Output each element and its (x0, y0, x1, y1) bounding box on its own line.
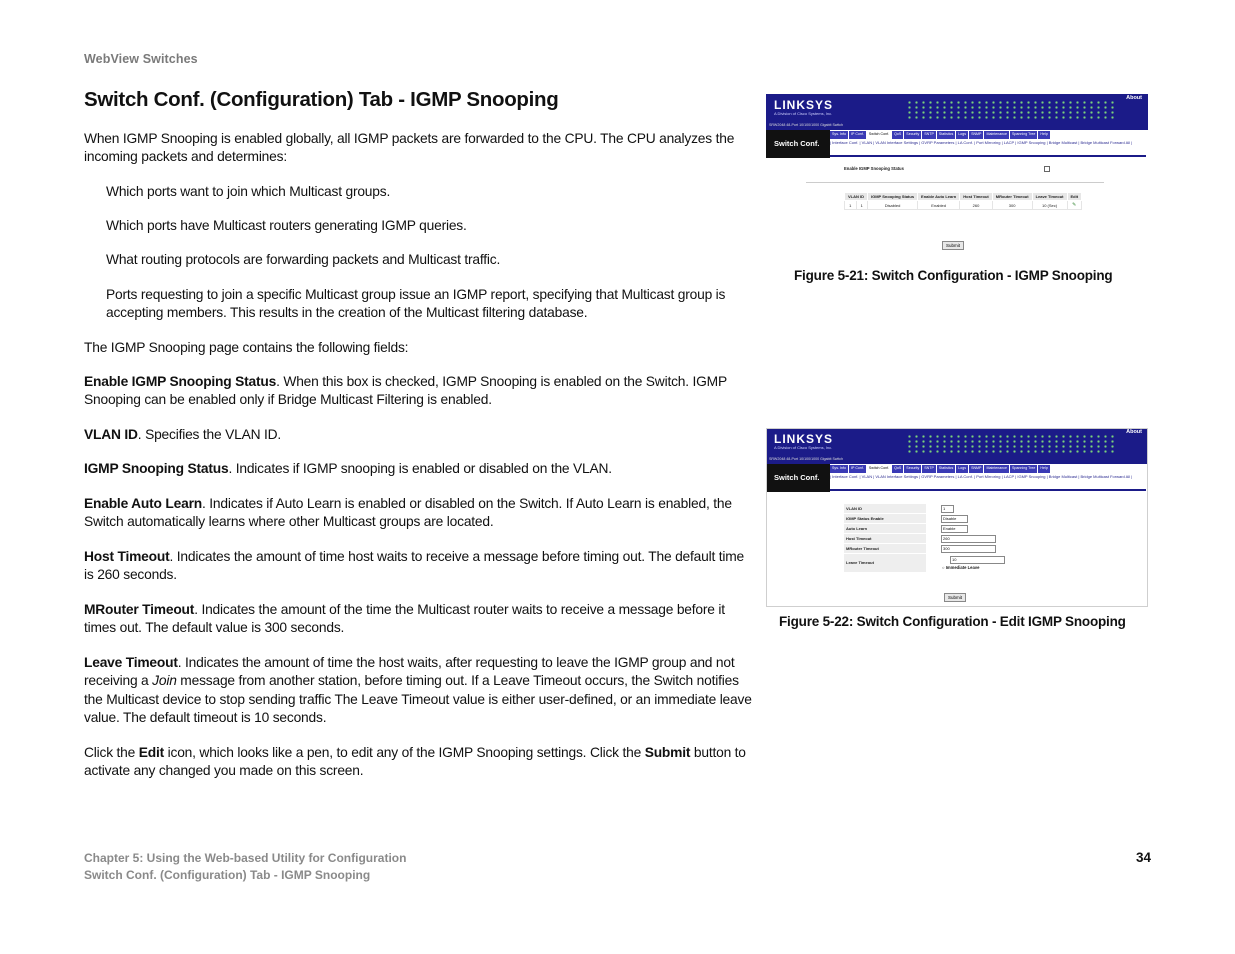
list-item: Which ports want to join which Multicast groups. (106, 184, 391, 199)
field-term: Leave Timeout (84, 655, 178, 670)
sub-navigation[interactable]: | Interface Conf. | VLAN | VLAN Interface Settings | GVRP Parameters | LA Conf. | Port Mirroring | LACP | IGMP Snooping | Bridge Multicast | Bridge Multicast Forward All | (830, 474, 1133, 479)
tab-switch-conf[interactable]: Switch Conf. (867, 465, 891, 473)
tab-logs[interactable]: Logs (956, 131, 968, 139)
tab-sntp[interactable]: SNTP (922, 465, 936, 473)
field-description (84, 460, 756, 478)
tab-security[interactable]: Security (904, 465, 921, 473)
closing-text: icon, which looks like a pen, to edit any of the IGMP Snooping settings. Click the (164, 745, 645, 760)
field-label: Host Timeout (844, 534, 926, 543)
table-cell: Disabled (868, 201, 918, 210)
tab-snmp[interactable]: SNMP (969, 465, 983, 473)
field-label: IGMP Status Enable (844, 514, 926, 523)
tab-statistics[interactable]: Statistics (937, 465, 955, 473)
field-term: Host Timeout (84, 549, 170, 564)
column-header: VLAN ID (845, 193, 868, 201)
field-description (84, 548, 756, 585)
page-title: Switch Conf. (Configuration) Tab - IGMP Snooping (84, 88, 559, 111)
table-cell: 1 (856, 201, 868, 210)
closing-text: Click the (84, 745, 139, 760)
field-term: MRouter Timeout (84, 602, 195, 617)
section-label: Switch Conf. (774, 473, 820, 482)
edit-term: Edit (138, 745, 165, 760)
edit-cell[interactable] (1067, 201, 1082, 210)
figure-caption: Figure 5-21: Switch Configuration - IGMP Snooping (794, 268, 1113, 283)
igmp-status-select[interactable]: Disable (941, 515, 968, 523)
logo-subtitle: A Division of Cisco Systems, Inc. (774, 111, 833, 116)
field-desc: . Specifies the VLAN ID. (137, 427, 281, 442)
field-desc: . When this box is checked, IGMP Snooping is enabled on the Switch. IGMP Snooping can be enabled only if Bridge Multicast Filtering is enabled. (84, 374, 727, 408)
enable-igmp-label: Enable IGMP Snooping Status (844, 166, 904, 171)
tab-qos[interactable]: QoS (892, 131, 903, 139)
immediate-leave-label: Immediate Leave (945, 565, 980, 570)
field-description (84, 426, 756, 444)
running-header: WebView Switches (84, 52, 198, 66)
linksys-logo: LINKSYS (774, 98, 834, 112)
device-name: SRW2048 48-Port 10/100/1000 Gigabit Switch (769, 123, 844, 127)
field-description (84, 601, 756, 638)
field-term: Enable IGMP Snooping Status (84, 374, 277, 389)
divider (806, 182, 1104, 183)
field-desc: . Indicates if IGMP snooping is enabled or disabled on the VLAN. (228, 461, 612, 476)
figure-frame (766, 428, 1148, 607)
about-link[interactable]: About (1126, 429, 1142, 435)
field-label: MRouter Timeout (844, 544, 926, 553)
closing-text: button to activate any changed you made on this screen. (84, 745, 746, 779)
section-label: Switch Conf. (774, 139, 820, 148)
field-desc: message from another station, before timing out. If a Leave Timeout occurs, the Switch notifies the Multicast device to stop sending traffic The Leave Timeout value is either user-defined, or an immediate leave value. The default timeout is 10 seconds. (84, 673, 752, 725)
table-cell: 10 (Sec) (1032, 201, 1067, 210)
tab-snmp[interactable]: SNMP (969, 131, 983, 139)
tab-qos[interactable]: QoS (892, 465, 903, 473)
field-desc: . Indicates the amount of time host waits to receive a message before timing out. The default time is 260 seconds. (84, 549, 744, 583)
tab-security[interactable]: Security (904, 131, 921, 139)
column-header: Edit (1067, 193, 1082, 201)
join-term: Join (152, 673, 177, 689)
tab-spanning-tree[interactable]: Spanning Tree (1010, 465, 1037, 473)
vlan-id-select[interactable]: 1 (941, 505, 954, 513)
field-term: IGMP Snooping Status (84, 461, 229, 476)
tab-help[interactable]: Help (1038, 131, 1049, 139)
sub-navigation[interactable]: | Interface Conf. | VLAN | VLAN Interface Settings | GVRP Parameters | LA Conf. | Port Mirroring | LACP | IGMP Snooping | Bridge Multicast | Bridge Multicast Forward All | (830, 140, 1133, 145)
tab-statistics[interactable]: Statistics (937, 131, 955, 139)
submit-term: Submit (644, 745, 691, 760)
igmp-table (844, 192, 1082, 210)
field-term: Enable Auto Learn (84, 496, 202, 511)
table-cell: Enabled (918, 201, 960, 210)
field-description (84, 495, 756, 532)
submit-button[interactable]: Submit (942, 241, 964, 250)
field-description (84, 654, 756, 727)
field-label: Leave Timeout (844, 554, 926, 572)
list-item: Ports requesting to join a specific Multicast group issue an IGMP report, specifying that Multicast group is accepting members. This results in the creation of the Multicast filtering database. (106, 287, 726, 321)
page-footer (84, 850, 406, 883)
logo-subtitle: A Division of Cisco Systems, Inc. (774, 445, 833, 450)
list-item: What routing protocols are forwarding packets and Multicast traffic. (106, 252, 501, 267)
field-label: VLAN ID (844, 504, 926, 513)
device-name: SRW2048 48-Port 10/100/1000 Gigabit Switch (769, 457, 844, 461)
field-desc: . Indicates the amount of time the host waits, after requesting to leave the IGMP group and not receiving a (84, 655, 735, 689)
closing-paragraph (84, 744, 756, 781)
submit-button[interactable]: Submit (944, 593, 966, 602)
tab-ip-conf[interactable]: IP Conf. (849, 465, 866, 473)
leave-timeout-input[interactable]: 10 (950, 556, 1005, 564)
table-row (845, 201, 1082, 210)
linksys-logo: LINKSYS (774, 432, 834, 446)
auto-learn-select[interactable]: Enable (941, 525, 968, 533)
tab-logs[interactable]: Logs (956, 465, 968, 473)
column-header: Leave Timeout (1032, 193, 1067, 201)
tab-maintenance[interactable]: Maintenance (984, 131, 1009, 139)
field-desc: . Indicates if Auto Learn is enabled or disabled on the Switch. If Auto Learn is enabled, the Switch automatically learns where other Multicast groups are located. (84, 496, 732, 530)
tab-maintenance[interactable]: Maintenance (984, 465, 1009, 473)
tab-sntp[interactable]: SNTP (922, 131, 936, 139)
figure-caption: Figure 5-22: Switch Configuration - Edit IGMP Snooping (779, 614, 1126, 629)
intro-paragraph: When IGMP Snooping is enabled globally, all IGMP packets are forwarded to the CPU. The CPU analyzes the incoming packets and determines: (84, 131, 735, 165)
mrouter-timeout-input[interactable]: 300 (941, 545, 996, 553)
column-header: MRouter Timeout (992, 193, 1032, 201)
pen-icon[interactable]: ✎ (1072, 202, 1077, 208)
tab-sys-info[interactable]: Sys. Info (830, 465, 848, 473)
port-status-grid (906, 100, 1116, 120)
tab-spanning-tree[interactable]: Spanning Tree (1010, 131, 1037, 139)
fields-intro: The IGMP Snooping page contains the following fields: (84, 340, 409, 355)
tab-switch-conf[interactable]: Switch Conf. (867, 131, 891, 139)
host-timeout-input[interactable]: 260 (941, 535, 996, 543)
divider (830, 155, 1146, 157)
field-term: VLAN ID (84, 427, 138, 442)
column-header: IGMP Snooping Status (868, 193, 918, 201)
table-cell: 300 (992, 201, 1032, 210)
page-number: 34 (1136, 850, 1152, 865)
field-desc: . Indicates the amount of the time the Multicast router waits to receive a message before it times out. The default value is 300 seconds. (84, 602, 725, 636)
tab-help[interactable]: Help (1038, 465, 1049, 473)
figure-igmp-snooping-screenshot (766, 94, 1148, 254)
main-tabs (830, 131, 1050, 139)
column-header: Host Timeout (960, 193, 992, 201)
table-cell: 1 (845, 201, 857, 210)
field-label: Auto Learn (844, 524, 926, 533)
field-description (84, 373, 756, 410)
list-item: Which ports have Multicast routers generating IGMP queries. (106, 218, 467, 233)
footer-chapter: Chapter 5: Using the Web-based Utility for Configuration (84, 851, 407, 865)
footer-section: Switch Conf. (Configuration) Tab - IGMP Snooping (84, 867, 371, 882)
tab-sys-info[interactable]: Sys. Info (830, 131, 848, 139)
tab-ip-conf[interactable]: IP Conf. (849, 131, 866, 139)
table-header-row (845, 193, 1082, 201)
table-cell: 260 (960, 201, 992, 210)
about-link[interactable]: About (1126, 95, 1142, 101)
enable-igmp-checkbox[interactable] (1044, 166, 1050, 172)
immediate-leave-radio[interactable]: ○ Immediate Leave (942, 565, 980, 570)
column-header: Enable Auto Learn (918, 193, 960, 201)
